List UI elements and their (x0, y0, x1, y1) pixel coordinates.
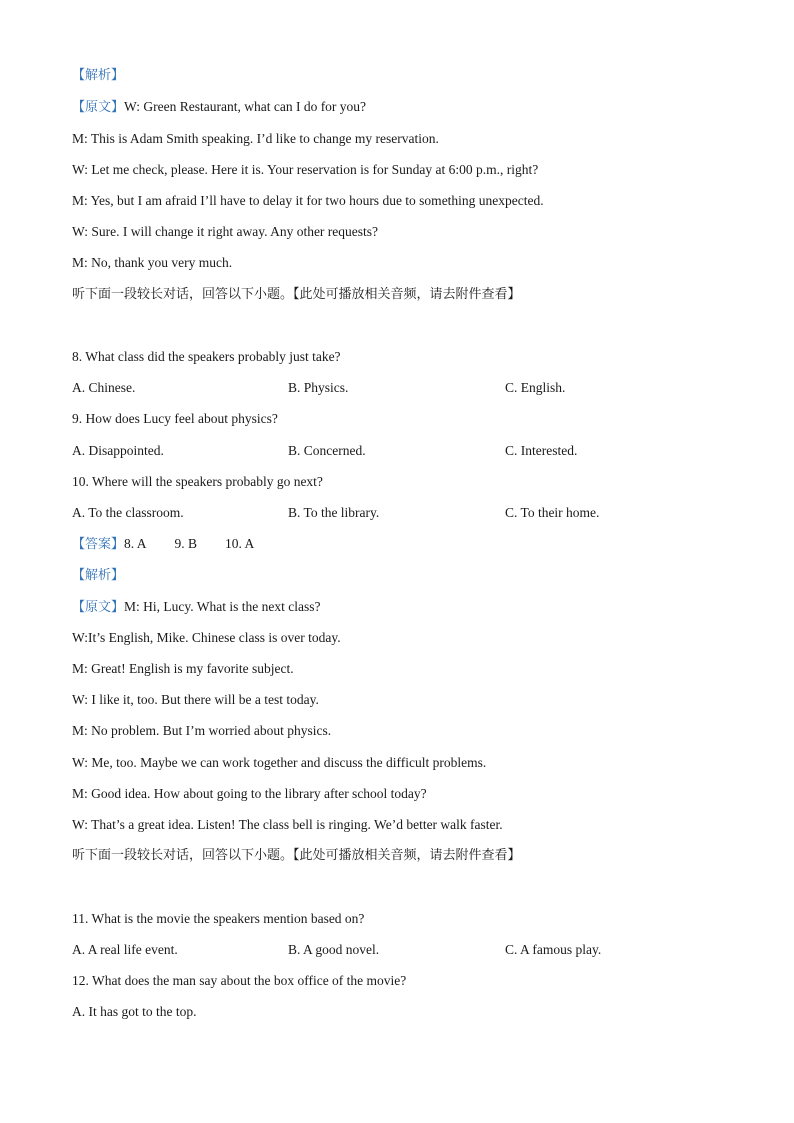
transcript-line (72, 598, 320, 617)
option-c: C. A famous play. (505, 942, 602, 957)
analysis-label: 【解析】 (72, 68, 125, 83)
option-c: C. Interested. (505, 443, 578, 458)
transcript-label: 【原文】 (72, 100, 125, 115)
question-text: 12. What does the man say about the box office of the movie? (72, 973, 407, 988)
option-b: B. Concerned. (288, 443, 366, 458)
option-c: C. English. (505, 380, 566, 395)
dialogue-line: M: No problem. But I’m worried about physics. (72, 723, 332, 738)
option-a: A. A real life event. (72, 942, 178, 957)
option-a: A. It has got to the top. (72, 1004, 197, 1019)
option-b: B. A good novel. (288, 942, 380, 957)
dialogue-line: W: That’s a great idea. Listen! The class bell is ringing. We’d better walk faster. (72, 817, 503, 832)
option-a: A. Chinese. (72, 380, 136, 395)
question-text: 11. What is the movie the speakers mention based on? (72, 911, 365, 926)
dialogue-text: M: Hi, Lucy. What is the next class? (124, 599, 321, 614)
dialogue-line: W: Let me check, please. Here it is. Your reservation is for Sunday at 6:00 p.m., right? (72, 162, 539, 177)
question-text: 9. How does Lucy feel about physics? (72, 411, 278, 426)
dialogue-line: M: Good idea. How about going to the library after school today? (72, 786, 427, 801)
option-a: A. To the classroom. (72, 505, 184, 520)
dialogue-line: M: Great! English is my favorite subject. (72, 661, 294, 676)
listening-instruction: 听下面一段较长对话，回答以下小题。【此处可播放相关音频，请去附件查看】 (72, 287, 521, 302)
option-b: B. Physics. (288, 380, 349, 395)
question-text: 10. Where will the speakers probably go next? (72, 474, 323, 489)
option-b: B. To the library. (288, 505, 380, 520)
option-a: A. Disappointed. (72, 443, 164, 458)
transcript-line (72, 98, 366, 117)
dialogue-line: W: Sure. I will change it right away. Any other requests? (72, 224, 379, 239)
listening-instruction: 听下面一段较长对话，回答以下小题。【此处可播放相关音频，请去附件查看】 (72, 848, 521, 863)
answer-item: 9. B (174, 536, 198, 551)
answer-item: 10. A (225, 536, 255, 551)
dialogue-line: W:It’s English, Mike. Chinese class is over today. (72, 630, 341, 645)
answer-item: 8. A (124, 536, 147, 551)
answer-label: 【答案】 (72, 537, 125, 552)
dialogue-line: M: This is Adam Smith speaking. I’d like to change my reservation. (72, 131, 439, 146)
option-c: C. To their home. (505, 505, 600, 520)
dialogue-line: M: No, thank you very much. (72, 255, 233, 270)
answer-line (72, 535, 254, 554)
transcript-label: 【原文】 (72, 600, 125, 615)
question-text: 8. What class did the speakers probably just take? (72, 349, 341, 364)
dialogue-line: W: I like it, too. But there will be a test today. (72, 692, 319, 707)
dialogue-line: W: Me, too. Maybe we can work together and discuss the difficult problems. (72, 755, 487, 770)
analysis-label: 【解析】 (72, 568, 125, 583)
dialogue-line: M: Yes, but I am afraid I’ll have to delay it for two hours due to something unexpected. (72, 193, 544, 208)
dialogue-text: W: Green Restaurant, what can I do for you? (124, 99, 367, 114)
